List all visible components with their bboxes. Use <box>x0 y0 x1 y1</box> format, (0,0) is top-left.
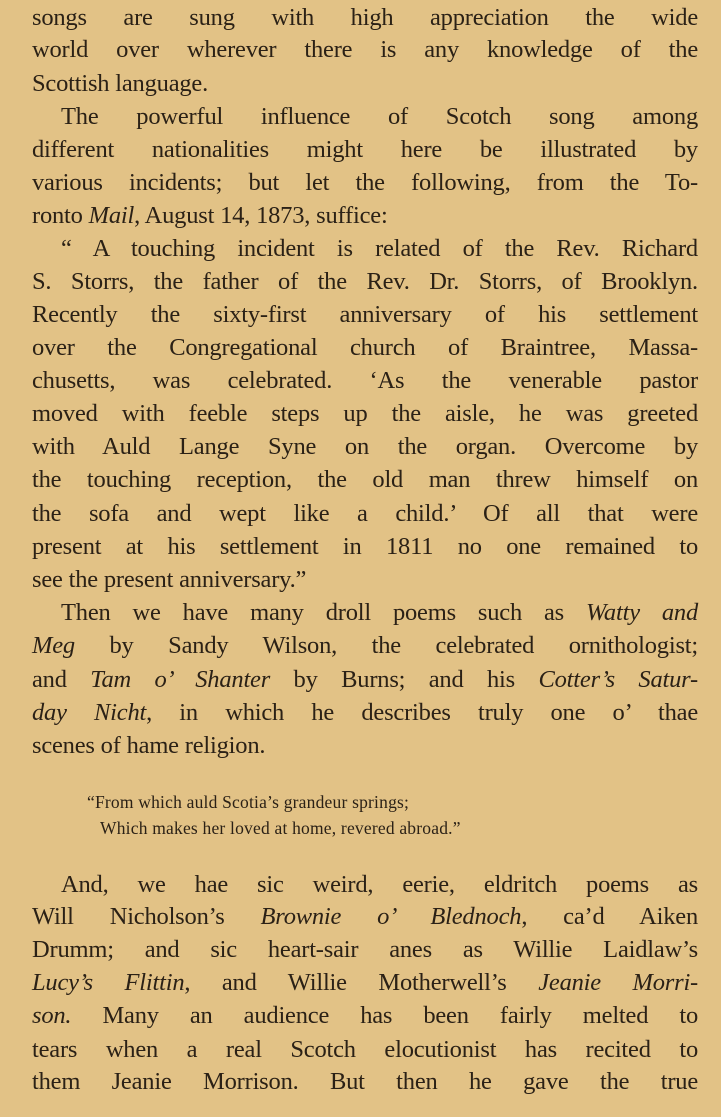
text-run: tears when a real Scotch elocutionist has recited to <box>32 1036 698 1063</box>
text-line <box>32 935 698 965</box>
text-run: chusetts, was celebrated. ‘As the venerable pastor <box>32 367 698 394</box>
text-line <box>32 698 698 728</box>
text-run: the touching reception, the old man threw himself on <box>32 466 698 493</box>
italic-title: Lucy’s Flittin <box>32 969 185 996</box>
text-line <box>32 399 698 429</box>
text-line <box>32 731 698 761</box>
text-run: , and Willie Motherwell’s <box>184 969 539 996</box>
text-run: world over wherever there is any knowledge of the <box>32 36 698 63</box>
poem-line-2: Which makes her loved at home, revered abroad.” <box>100 818 461 838</box>
text-run: “ A touching incident is related of the Rev. Richard <box>61 235 698 262</box>
italic-title: Meg <box>32 632 75 659</box>
italic-title: son. <box>32 1002 72 1029</box>
text-run: Scottish language. <box>32 70 209 97</box>
text-line <box>32 432 698 462</box>
text-line <box>32 1001 698 1031</box>
text-line <box>32 968 698 998</box>
text-run: Many an audience has been fairly melted to <box>71 1002 698 1029</box>
text-run: ronto <box>32 202 89 229</box>
text-run: scenes of hame religion. <box>32 732 266 759</box>
text-line <box>61 870 698 900</box>
text-run: , ca’d Aiken <box>521 903 698 930</box>
text-run: see the present anniversary.” <box>32 566 307 593</box>
italic-title: Brownie o’ Blednoch <box>260 903 522 930</box>
text-line <box>61 102 698 132</box>
italic-title: Watty and <box>585 599 698 626</box>
text-line <box>32 201 698 231</box>
text-run: moved with feeble steps up the aisle, he was greeted <box>32 400 698 427</box>
text-run: The powerful influence of Scotch song among <box>61 103 698 130</box>
text-run: by Sandy Wilson, the celebrated ornithologist; <box>74 632 698 659</box>
text-run: , in which he describes truly one o’ thae <box>146 699 698 726</box>
italic-title: day Nicht <box>32 699 147 726</box>
text-run: by Burns; and his <box>270 666 539 693</box>
italic-title: Mail <box>88 202 135 229</box>
text-run: Will Nicholson’s <box>32 903 261 930</box>
poem-line-1: “From which auld Scotia’s grandeur springs; <box>87 792 410 812</box>
italic-title: Tam o’ Shanter <box>90 666 271 693</box>
text-line <box>32 168 698 198</box>
text-run: , August 14, 1873, suffice: <box>134 202 388 229</box>
text-run: various incidents; but let the following, from the To- <box>32 169 698 196</box>
text-line <box>32 3 698 33</box>
text-line <box>61 234 698 264</box>
text-run: with Auld Lange Syne on the organ. Overcome by <box>32 433 698 460</box>
text-run: them Jeanie Morrison. But then he gave the true <box>32 1068 698 1095</box>
text-line <box>32 565 698 595</box>
text-run: Recently the sixty-first anniversary of his settlement <box>32 301 698 328</box>
text-line <box>32 665 698 695</box>
text-run: Then we have many droll poems such as <box>61 599 586 626</box>
text-line <box>32 300 698 330</box>
text-line <box>32 532 698 562</box>
text-line <box>32 333 698 363</box>
text-line <box>32 902 698 932</box>
text-line <box>32 499 698 529</box>
text-line <box>32 135 698 165</box>
text-line <box>61 598 698 628</box>
italic-title: Jeanie Morri- <box>538 969 699 996</box>
text-line <box>32 35 698 65</box>
text-run: present at his settlement in 1811 no one remained to <box>32 533 698 560</box>
text-run: the sofa and wept like a child.’ Of all that were <box>32 500 698 527</box>
text-line <box>32 366 698 396</box>
text-run: over the Congregational church of Braintree, Massa- <box>32 334 698 361</box>
italic-title: Cotter’s Satur- <box>538 666 698 693</box>
text-run: Drumm; and sic heart-sair anes as Willie Laidlaw’s <box>32 936 698 963</box>
text-line <box>32 1035 698 1065</box>
text-line <box>32 1067 698 1097</box>
text-run: different nationalities might here be illustrated by <box>32 136 698 163</box>
text-run: songs are sung with high appreciation the wide <box>32 4 698 31</box>
text-line <box>32 631 698 661</box>
text-line <box>32 69 698 99</box>
text-run: And, we hae sic weird, eerie, eldritch poems as <box>61 871 698 898</box>
text-line <box>32 465 698 495</box>
text-line <box>32 267 698 297</box>
text-run: S. Storrs, the father of the Rev. Dr. Storrs, of Brooklyn. <box>32 268 698 295</box>
text-run: and <box>32 666 91 693</box>
